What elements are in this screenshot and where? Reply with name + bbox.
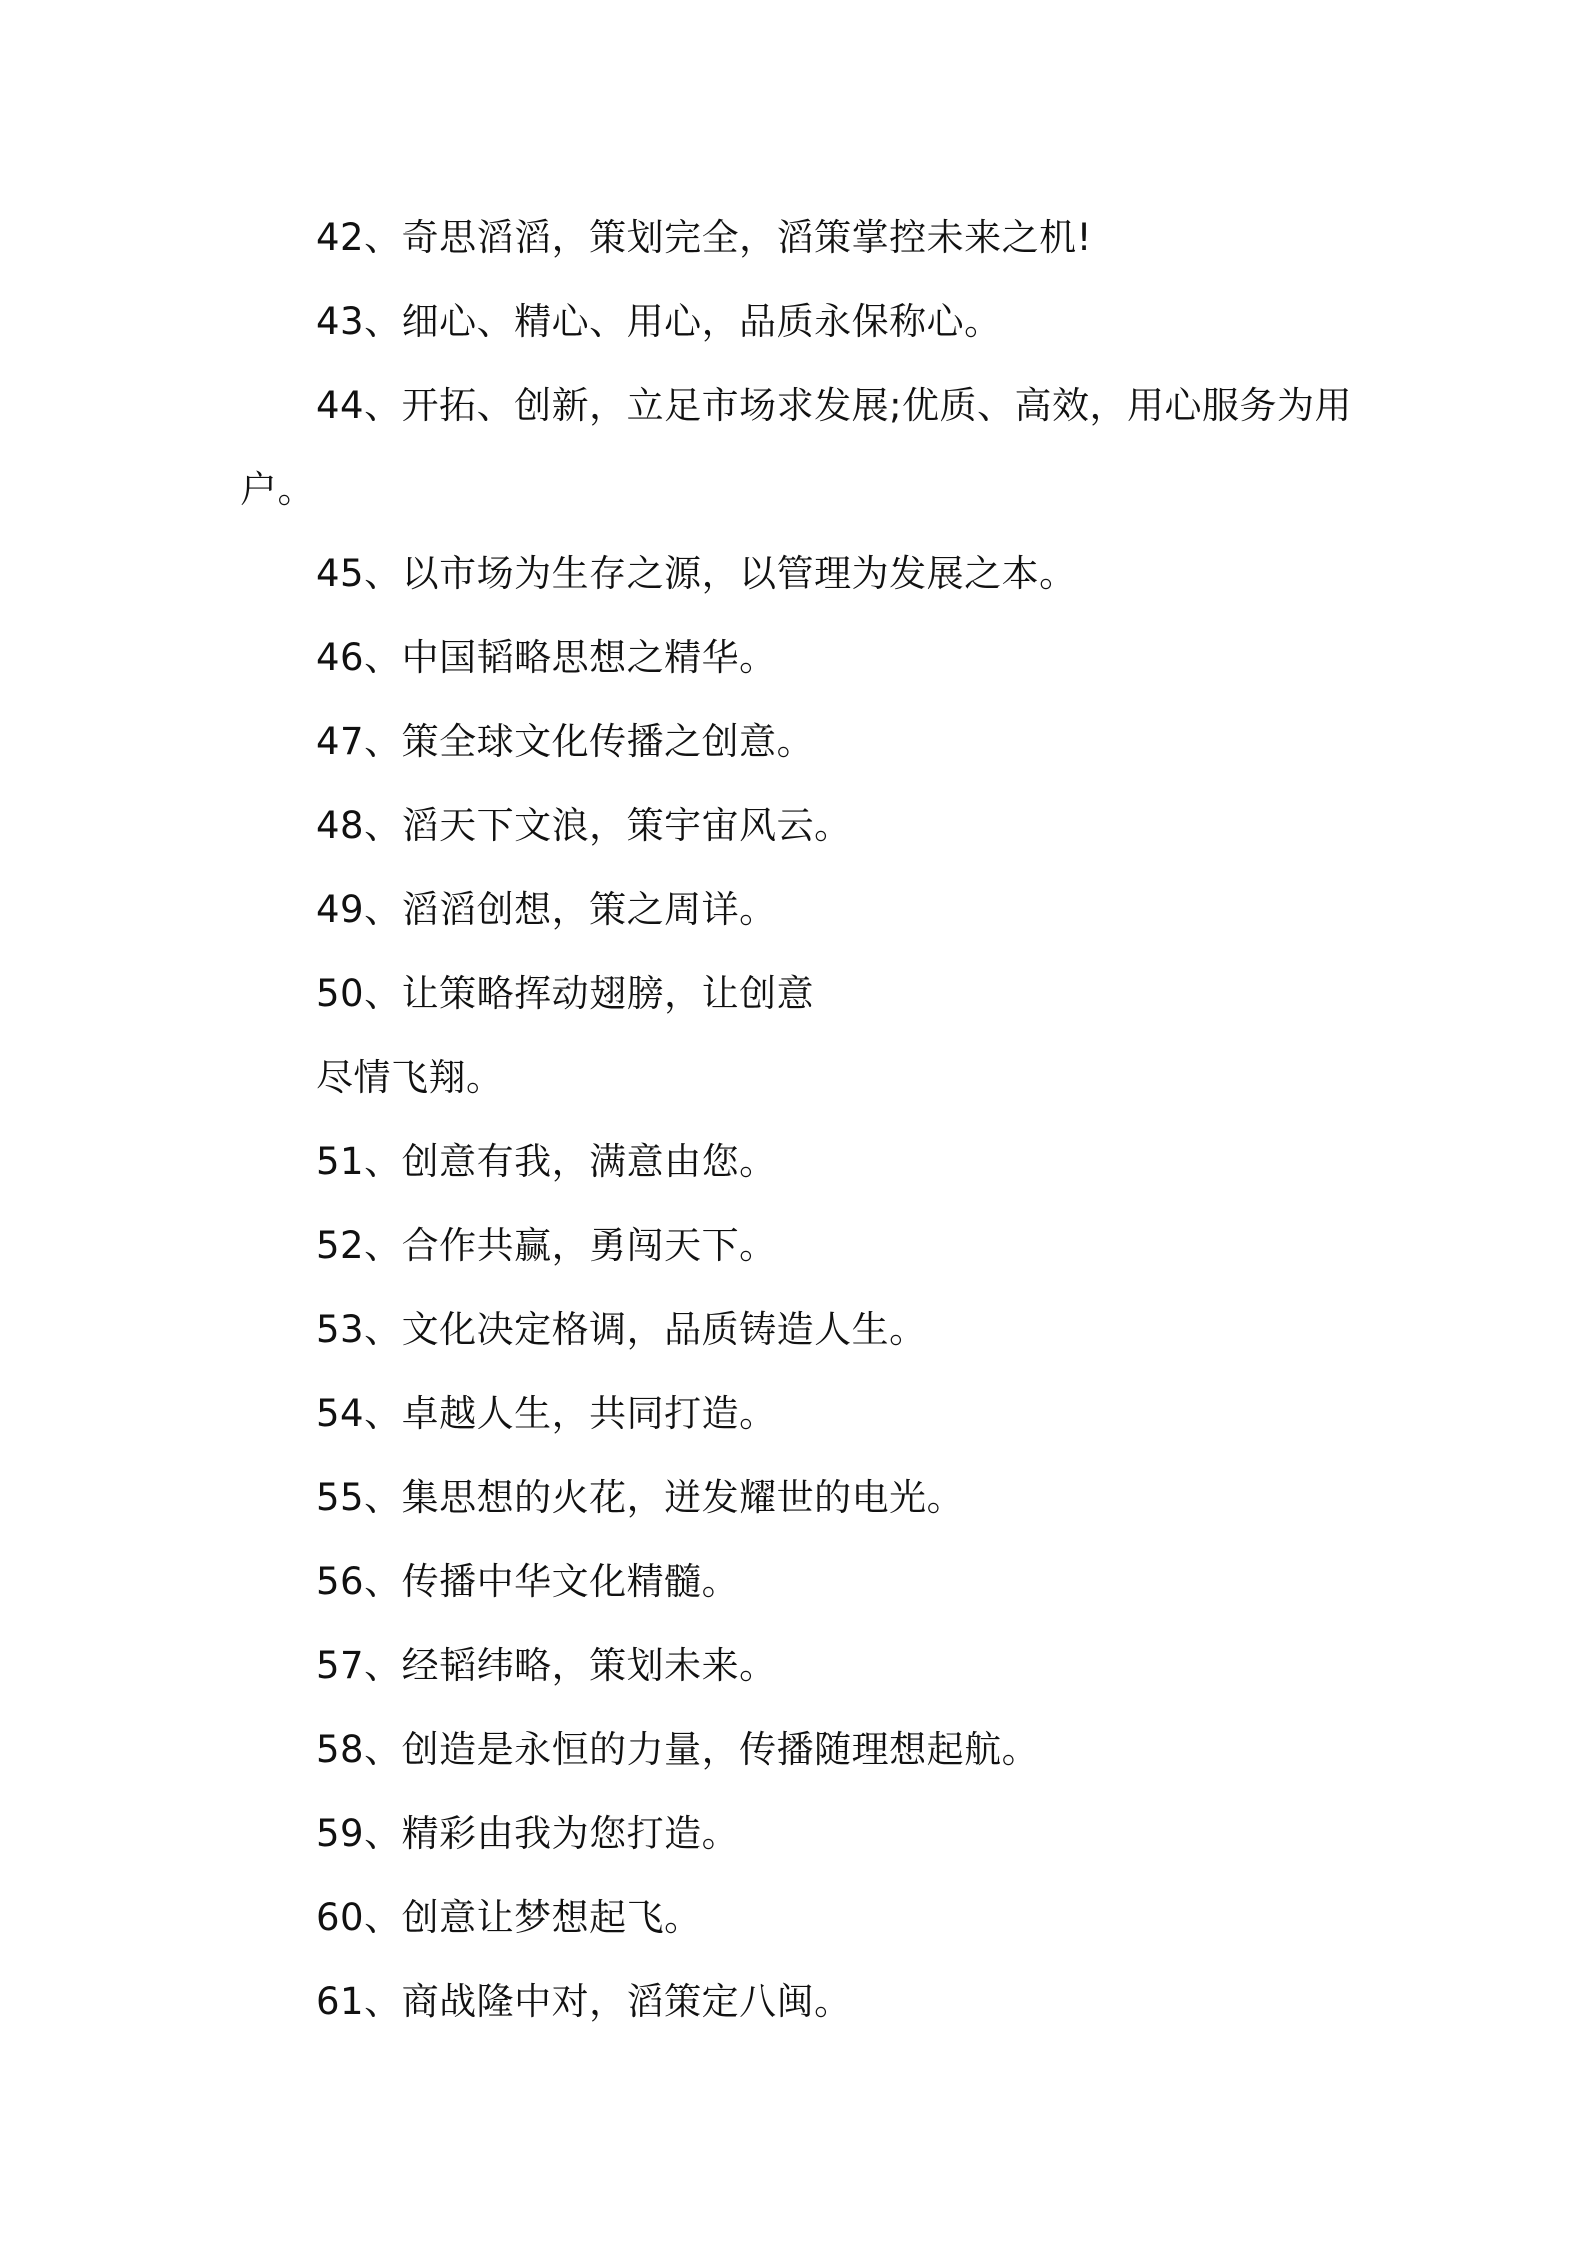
slogan-line: 52、合作共赢，勇闯天下。	[316, 1224, 777, 1267]
slogan-list	[240, 196, 1400, 2044]
slogan-line: 56、传播中华文化精髓。	[316, 1560, 740, 1603]
slogan-line-continuation: 户。	[240, 468, 315, 511]
slogan-line: 45、以市场为生存之源，以管理为发展之本。	[316, 552, 1077, 595]
slogan-line: 50、让策略挥动翅膀，让创意	[316, 972, 815, 1015]
slogan-line: 55、集思想的火花，迸发耀世的电光。	[316, 1476, 965, 1519]
slogan-line: 49、滔滔创想，策之周详。	[316, 888, 777, 931]
slogan-line-continuation: 尽情飞翔。	[316, 1056, 504, 1099]
slogan-line: 42、奇思滔滔，策划完全，滔策掌控未来之机!	[316, 216, 1092, 259]
slogan-line: 61、商战隆中对，滔策定八闽。	[316, 1980, 852, 2023]
slogan-line: 43、细心、精心、用心，品质永保称心。	[316, 300, 1002, 343]
slogan-line: 51、创意有我，满意由您。	[316, 1140, 777, 1183]
slogan-line: 48、滔天下文浪，策宇宙风云。	[316, 804, 852, 847]
slogan-line: 47、策全球文化传播之创意。	[316, 720, 815, 763]
slogan-line: 60、创意让梦想起飞。	[316, 1896, 702, 1939]
slogan-line: 59、精彩由我为您打造。	[316, 1812, 740, 1855]
slogan-line: 58、创造是永恒的力量，传播随理想起航。	[316, 1728, 1040, 1771]
slogan-line: 54、卓越人生，共同打造。	[316, 1392, 777, 1435]
slogan-line: 44、开拓、创新，立足市场求发展;优质、高效，用心服务为用	[316, 384, 1353, 427]
slogan-line: 53、文化决定格调，品质铸造人生。	[316, 1308, 927, 1351]
slogan-line: 57、经韬纬略，策划未来。	[316, 1644, 777, 1687]
slogan-line: 46、中国韬略思想之精华。	[316, 636, 777, 679]
